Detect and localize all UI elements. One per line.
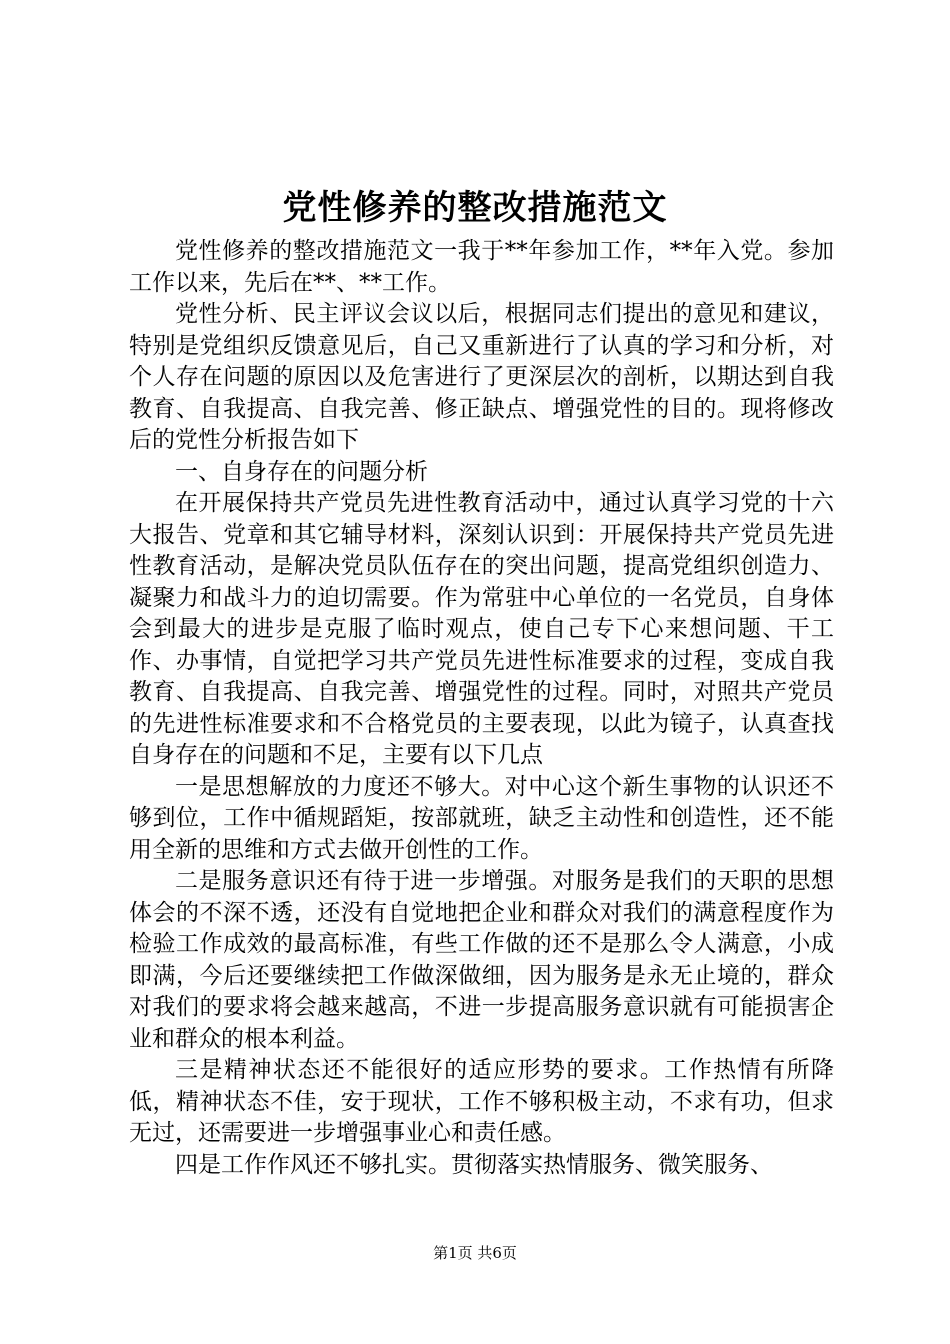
paragraph-analysis: 党性分析、民主评议会议以后，根据同志们提出的意见和建议，特别是党组织反馈意见后，自己又重新进行了认真的学习和分析，对个人存在问题的原因以及危害进行了更深层次的剖析，以期达到自我教育、自我提高、自我完善、修正缺点、增强党性的目的。现将修改后的党性分析报告如下: [129, 301, 834, 453]
document-body: [129, 236, 834, 1181]
paragraph-education: 在开展保持共产党员先进性教育活动中，通过认真学习党的十六大报告、党章和其它辅导材料，深刻认识到：开展保持共产党员先进性教育活动，是解决党员队伍存在的突出问题，提高党组织创造力、凝聚力和战斗力的迫切需要。作为常驻中心单位的一名党员，自身体会到最大的进步是克服了临时观点，使自己专下心来想问题、干工作、办事情，自觉把学习共产党员先进性标准要求的过程，变成自我教育、自我提高、自我完善、增强党性的过程。同时，对照共产党员的先进性标准要求和不合格党员的主要表现，以此为镜子，认真查找自身存在的问题和不足，主要有以下几点: [129, 490, 834, 768]
paragraph-point-3: 三是精神状态还不能很好的适应形势的要求。工作热情有所降低，精神状态不佳，安于现状，工作不够积极主动，不求有功，但求无过，还需要进一步增强事业心和责任感。: [129, 1057, 834, 1146]
document-title: 党性修养的整改措施范文: [282, 188, 668, 228]
page-footer: 第1页 共6页: [433, 1244, 517, 1262]
paragraph-point-1: 一是思想解放的力度还不够大。对中心这个新生事物的认识还不够到位，工作中循规蹈矩，按部就班，缺乏主动性和创造性，还不能用全新的思维和方式去做开创性的工作。: [129, 773, 834, 863]
paragraph-point-4: 四是工作作风还不够扎实。贯彻落实热情服务、微笑服务、: [175, 1151, 773, 1178]
paragraph-point-2: 二是服务意识还有待于进一步增强。对服务是我们的天职的思想体会的不深不透，还没有自觉地把企业和群众对我们的满意程度作为检验工作成效的最高标准，有些工作做的还不是那么令人满意，小成即满，今后还要继续把工作做深做细，因为服务是永无止境的，群众对我们的要求将会越来越高，不进一步提高服务意识就有可能损害企业和群众的根本利益。: [129, 868, 834, 1052]
paragraph-intro: 党性修养的整改措施范文一我于**年参加工作，**年入党。参加工作以来，先后在**、**工作。: [129, 238, 834, 296]
section-heading: 一、自身存在的问题分析: [175, 458, 428, 485]
